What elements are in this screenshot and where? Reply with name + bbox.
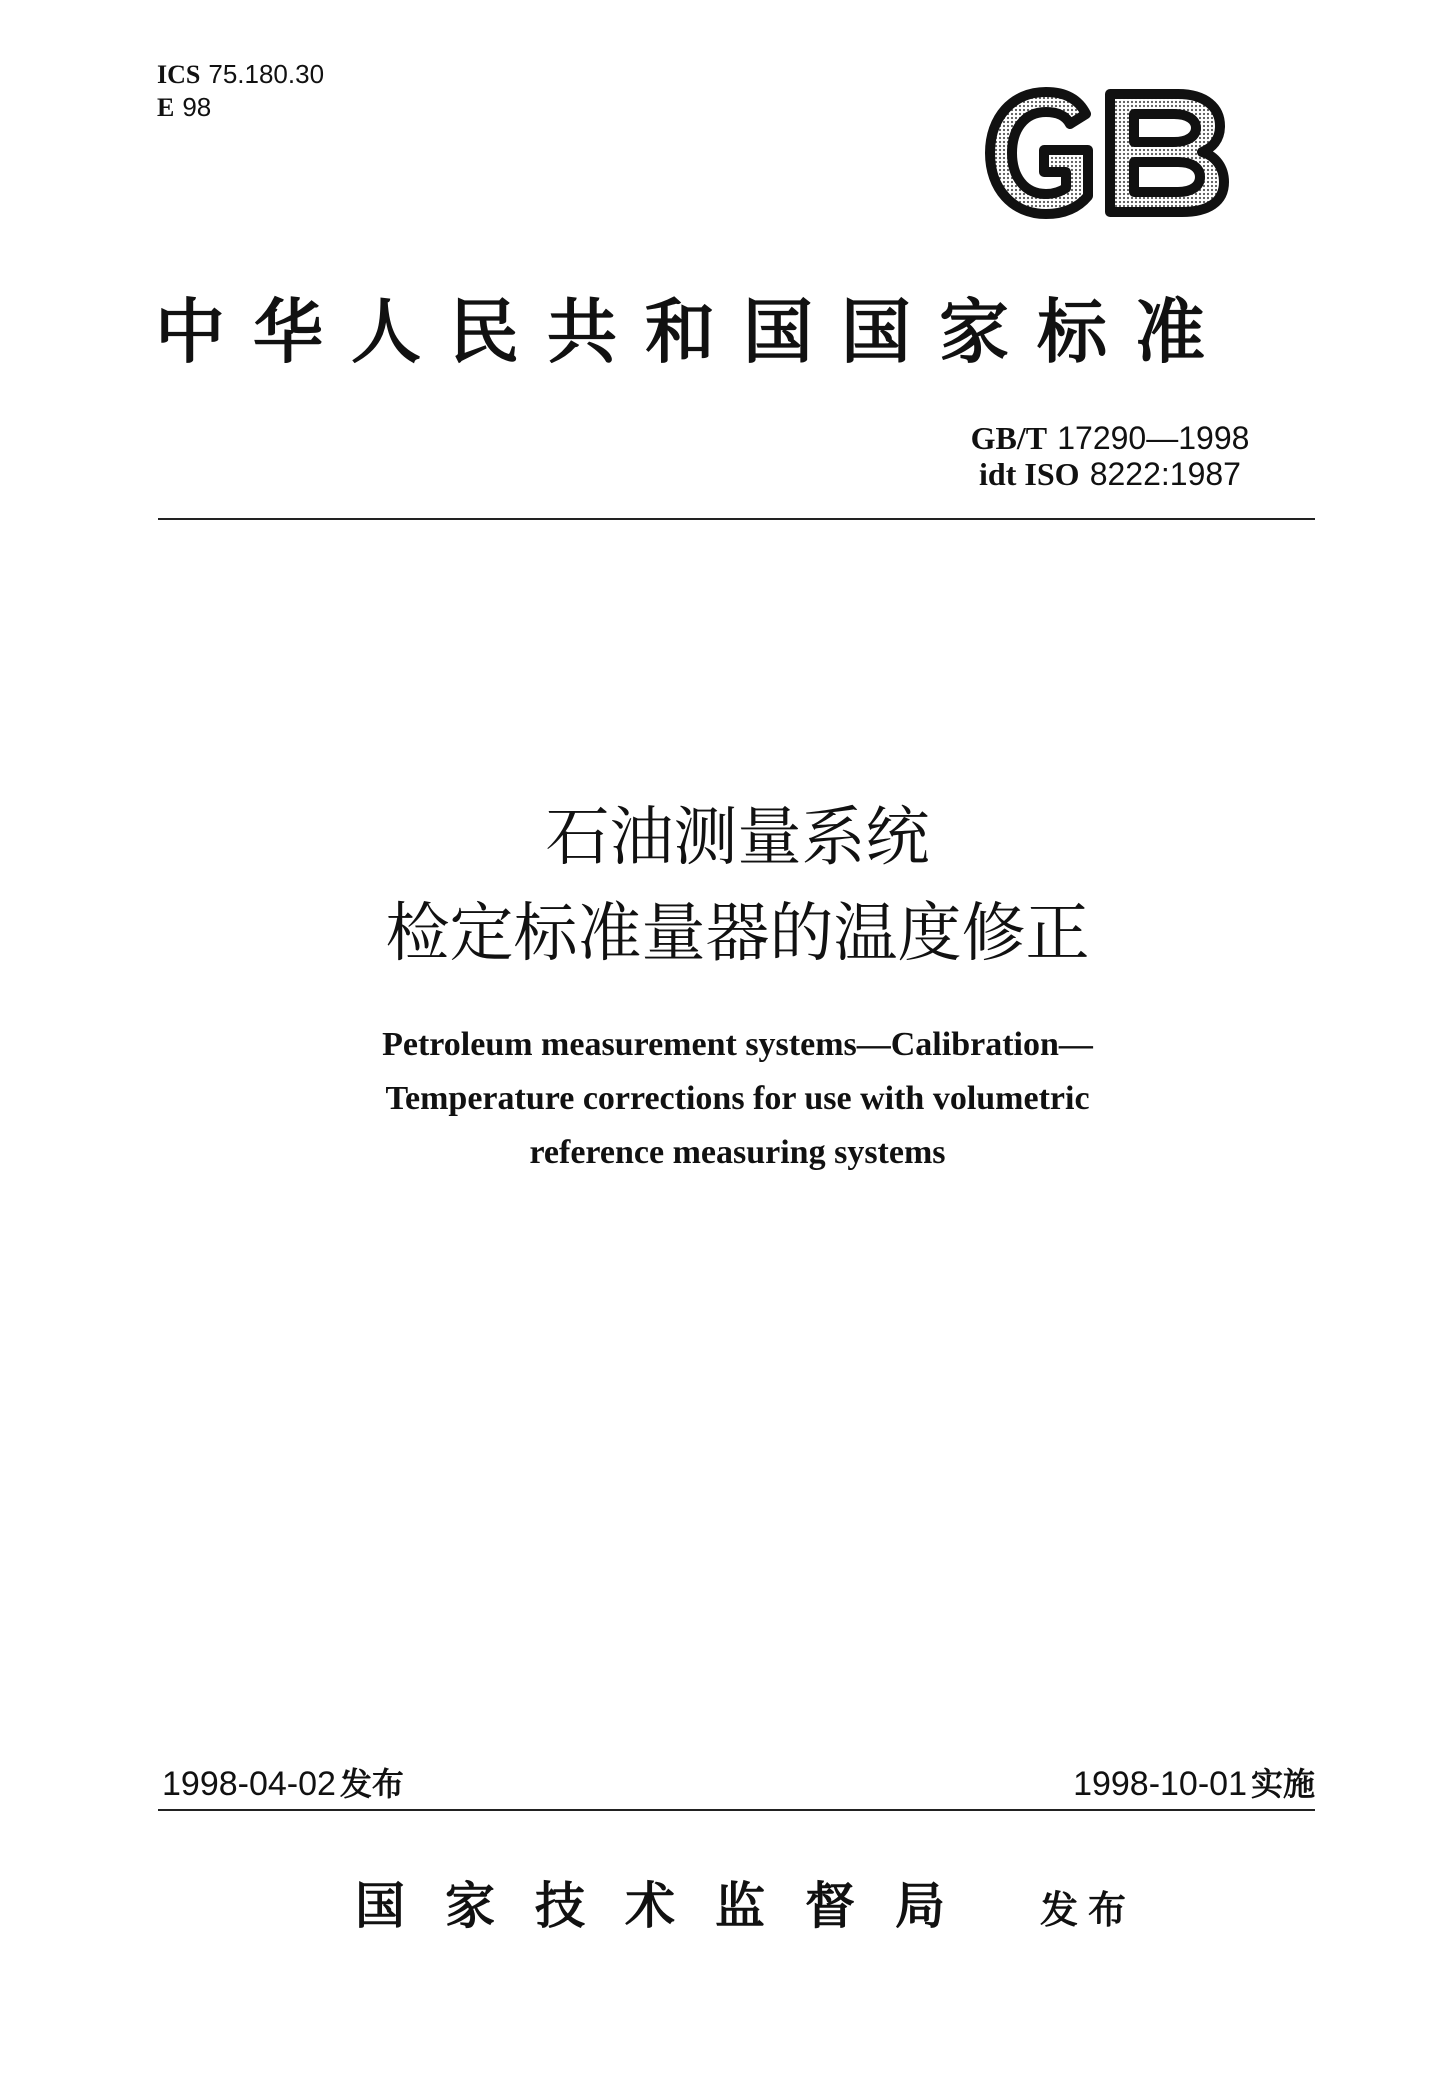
ics-code-line — [157, 58, 324, 91]
issuing-authority: 国家技术监督局 — [355, 1876, 985, 1935]
national-standard-title: 中华人民共和国国家标准 — [155, 290, 1233, 373]
gb-standard-number — [900, 420, 1320, 456]
e-code-line — [157, 91, 324, 124]
issue-date-block — [162, 1762, 404, 1806]
english-title-line-3: reference measuring systems — [529, 1134, 946, 1171]
implement-date-block — [1073, 1762, 1315, 1806]
chinese-title — [200, 790, 1275, 982]
english-title-line-1: Petroleum measurement systems—Calibration— — [382, 1026, 1093, 1063]
issue-date: 1998-04-02 — [162, 1765, 336, 1803]
e-value: 98 — [182, 92, 212, 122]
e-label: E — [157, 93, 175, 122]
issue-label: 发布 — [339, 1765, 404, 1803]
idt-prefix: idt ISO — [979, 456, 1080, 492]
implement-label: 实施 — [1250, 1765, 1315, 1803]
standard-numbers — [900, 420, 1320, 492]
english-title — [200, 1018, 1275, 1180]
idt-number: 8222:1987 — [1089, 456, 1241, 492]
gb-prefix: GB/T — [970, 420, 1048, 456]
ics-value: 75.180.30 — [208, 59, 325, 89]
ics-label: ICS — [157, 60, 201, 89]
chinese-title-line-1: 石油测量系统 — [545, 801, 930, 875]
bottom-divider — [158, 1809, 1315, 1811]
issuer-action: 发布 — [1040, 1887, 1137, 1932]
gb-number: 17290—1998 — [1057, 420, 1250, 456]
classification-codes — [157, 58, 324, 124]
chinese-title-line-2: 检定标准量器的温度修正 — [385, 897, 1090, 971]
english-title-line-2: Temperature corrections for use with volumetric — [385, 1080, 1090, 1117]
idt-standard-number — [900, 456, 1320, 492]
implement-date: 1998-10-01 — [1073, 1765, 1247, 1803]
gb-logo — [978, 84, 1230, 222]
top-divider — [158, 518, 1315, 520]
date-row — [158, 1762, 1315, 1806]
